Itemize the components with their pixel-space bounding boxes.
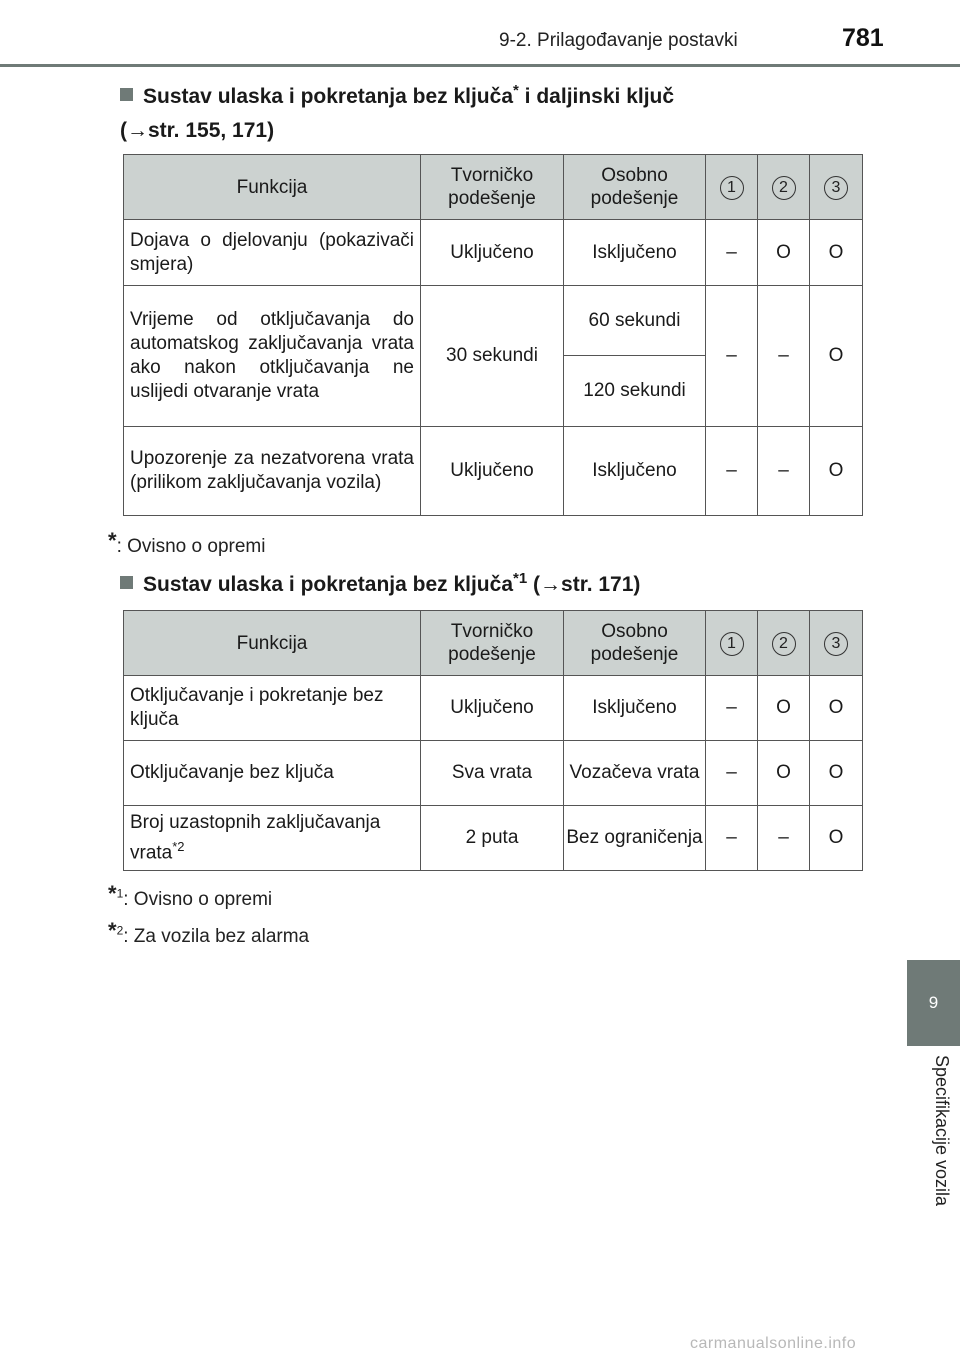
func-cell: Otključavanje i pokretanje bez ključa [124, 676, 421, 741]
col-factory: Tvorničko podešenje [421, 611, 564, 676]
section1-ref: (→str. 155, 171) [120, 119, 275, 142]
c3-cell: O [810, 676, 863, 741]
footnote-mark: * [108, 918, 117, 943]
c1-cell: – [706, 220, 758, 286]
c2-cell: O [758, 220, 810, 286]
section2-ref: (→str. 171) [527, 573, 641, 596]
section-title: 9-2. Prilagođavanje postavki [499, 30, 738, 51]
col-funkcija: Funkcija [124, 155, 421, 220]
square-bullet-icon [120, 576, 133, 589]
page-number: 781 [842, 24, 884, 52]
factory-cell: Sva vrata [421, 741, 564, 806]
func-cell: Dojava o djelovanju (pokazivači smjera) [124, 220, 421, 286]
col-1 [706, 155, 758, 220]
section1-title: Sustav ulaska i pokretanja bez ključa [143, 85, 513, 108]
footnote-text: : Ovisno o opremi [116, 536, 266, 557]
personal-cell: 60 sekundi [564, 286, 706, 356]
c2-cell: – [758, 286, 810, 427]
col-3 [810, 155, 863, 220]
circle-1-icon: 1 [720, 176, 744, 200]
c3-cell: O [810, 427, 863, 516]
circle-3-icon: 3 [824, 632, 848, 656]
func-cell [124, 806, 421, 871]
col-personal: Osobno podešenje [564, 611, 706, 676]
func-text: Broj uzastopnih zaključavanja vrata [130, 811, 381, 864]
col-1 [706, 611, 758, 676]
footnote-text: : Ovisno o opremi [123, 889, 273, 910]
col-factory: Tvorničko podešenje [421, 155, 564, 220]
func-cell: Vrijeme od otključavanja do automatskog zaključavanja vrata ako nakon otključavanja ne uslijedi otvaranje vrata [124, 286, 421, 427]
section1-title-rest: i daljinski ključ [518, 85, 675, 108]
footnote-mark: * [108, 528, 117, 553]
circle-3-icon: 3 [824, 176, 848, 200]
table-row [124, 806, 863, 871]
c2-cell: O [758, 741, 810, 806]
watermark: carmanualsonline.info [690, 1335, 857, 1352]
c1-cell: – [706, 741, 758, 806]
footnote-num: 2 [116, 923, 124, 938]
footnote-text: : Za vozila bez alarma [123, 926, 310, 947]
footnote [108, 918, 309, 948]
personal-cell: Vozačeva vrata [564, 741, 706, 806]
c3-cell: O [810, 286, 863, 427]
personal-cell: Isključeno [564, 427, 706, 516]
header-rule [0, 64, 960, 67]
personal-cell: Bez ograničenja [564, 806, 706, 871]
factory-cell: Uključeno [421, 220, 564, 286]
c1-cell: – [706, 806, 758, 871]
footnote [108, 528, 265, 558]
c3-cell: O [810, 741, 863, 806]
table-row [124, 427, 863, 516]
c1-cell: – [706, 286, 758, 427]
table-header-row [124, 611, 863, 676]
table-row [124, 220, 863, 286]
square-bullet-icon [120, 88, 133, 101]
circle-2-icon: 2 [772, 176, 796, 200]
section2-heading [120, 562, 640, 602]
c1-cell: – [706, 676, 758, 741]
section2-title-mark: *1 [513, 570, 528, 587]
c2-cell: – [758, 427, 810, 516]
c2-cell: O [758, 676, 810, 741]
page-header [0, 0, 960, 66]
func-mark: *2 [172, 838, 185, 854]
chapter-tab [907, 960, 960, 1046]
footnote-mark: * [108, 881, 117, 906]
c3-cell: O [810, 806, 863, 871]
table-row [124, 741, 863, 806]
section1-heading [120, 74, 674, 148]
factory-cell: 30 sekundi [421, 286, 564, 427]
col-2 [758, 155, 810, 220]
chapter-number: 9 [928, 993, 939, 1012]
personal-cell: Isključeno [564, 220, 706, 286]
col-3 [810, 611, 863, 676]
col-personal: Osobno podešenje [564, 155, 706, 220]
circle-1-icon: 1 [720, 632, 744, 656]
factory-cell: 2 puta [421, 806, 564, 871]
section1-title-mark: * [513, 82, 519, 99]
footnote [108, 881, 272, 911]
table-row [124, 676, 863, 741]
settings-table-2 [123, 610, 863, 871]
factory-cell: Uključeno [421, 427, 564, 516]
func-cell: Upozorenje za nezatvorena vrata (prilikom zaključavanja vozila) [124, 427, 421, 516]
c2-cell: – [758, 806, 810, 871]
personal-cell: 120 sekundi [564, 356, 706, 427]
factory-cell: Uključeno [421, 676, 564, 741]
settings-table-1 [123, 154, 863, 516]
circle-2-icon: 2 [772, 632, 796, 656]
footnote-num: 1 [116, 886, 124, 901]
table-row [124, 286, 863, 356]
personal-cell: Isključeno [564, 676, 706, 741]
c1-cell: – [706, 427, 758, 516]
c3-cell: O [810, 220, 863, 286]
col-2 [758, 611, 810, 676]
col-funkcija: Funkcija [124, 611, 421, 676]
section2-title: Sustav ulaska i pokretanja bez ključa [143, 573, 513, 596]
table-header-row [124, 155, 863, 220]
func-cell: Otključavanje bez ključa [124, 741, 421, 806]
chapter-title: Specifikacije vozila [932, 1055, 952, 1207]
